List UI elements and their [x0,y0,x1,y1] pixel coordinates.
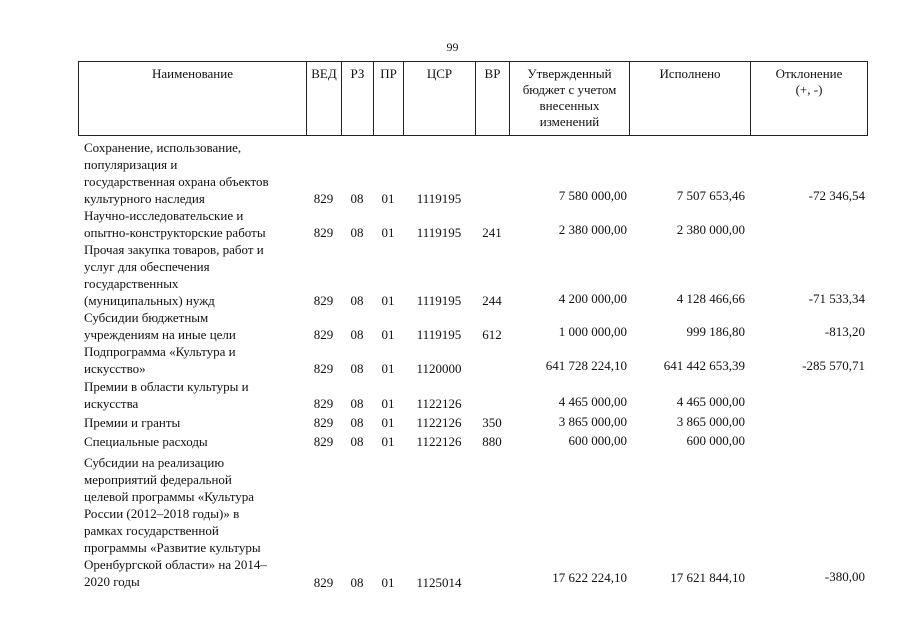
header-budget-line: внесенных [539,98,600,113]
cell-rz: 08 [350,396,364,411]
cell-pr: 01 [381,361,395,376]
header-deviation-line: Отклонение [775,66,843,81]
cell-rz: 08 [350,434,364,449]
row-name-line: государственных [84,276,179,291]
row-name-line: Научно-исследовательские и [84,208,244,223]
row-name [84,343,306,377]
cell-executed: 4 128 466,66 [676,291,745,306]
cell-csr: 1119195 [416,327,462,342]
row-name [84,241,306,309]
header-budget-line: бюджет с учетом [522,82,617,97]
cell-deviation: -285 570,71 [802,358,865,373]
header-deviation-line: (+, -) [795,82,823,97]
header-ved-label: ВЕД [311,66,337,81]
row-name-line: Прочая закупка товаров, работ и [84,242,264,257]
header-rz [342,62,374,135]
cell-deviation: -72 346,54 [808,188,865,203]
cell-csr: 1122126 [416,396,462,411]
header-executed [630,62,751,135]
cell-budget: 7 580 000,00 [558,188,627,203]
header-name [79,62,307,135]
row-name [84,378,306,412]
cell-pr: 01 [381,293,395,308]
row-name-line: Подпрограмма «Культура и [84,344,236,359]
cell-rz: 08 [350,575,364,590]
cell-budget: 1 000 000,00 [558,324,627,339]
row-name-line: Специальные расходы [84,434,208,449]
row-name-line: (муниципальных) нужд [84,293,215,308]
cell-deviation: -380,00 [824,569,865,584]
cell-executed: 600 000,00 [686,433,745,448]
header-ved [307,62,342,135]
row-name-line: Премии в области культуры и [84,379,249,394]
cell-ved: 829 [313,396,334,411]
cell-executed: 641 442 653,39 [663,358,745,373]
cell-executed: 999 186,80 [686,324,745,339]
table-header [78,61,868,136]
cell-budget: 2 380 000,00 [558,222,627,237]
cell-deviation: -71 533,34 [808,291,865,306]
cell-rz: 08 [350,293,364,308]
row-name-line: 2020 годы [84,574,140,589]
row-name [84,207,306,241]
cell-pr: 01 [381,327,395,342]
row-name [84,139,306,207]
row-name-line: культурного наследия [84,191,205,206]
row-name-line: государственная охрана объектов [84,174,269,189]
cell-vr: 350 [482,415,502,430]
row-name-line: программы «Развитие культуры [84,540,261,555]
cell-deviation: -813,20 [824,324,865,339]
cell-csr: 1119195 [416,293,462,308]
cell-csr: 1122126 [416,415,462,430]
row-name-line: учреждениям на иные цели [84,327,236,342]
cell-ved: 829 [313,225,334,240]
header-budget-line: Утвержденный [527,66,612,81]
cell-pr: 01 [381,415,395,430]
row-name-line: целевой программы «Культура [84,489,255,504]
row-name-line: искусства [84,396,139,411]
cell-budget: 4 200 000,00 [558,291,627,306]
row-name-line: Премии и гранты [84,415,181,430]
header-vr-label: ВР [484,66,501,81]
cell-executed: 2 380 000,00 [676,222,745,237]
page-number: 99 [446,40,459,54]
row-name-line: Субсидии бюджетным [84,310,209,325]
header-pr-label: ПР [380,66,397,81]
row-name-line: мероприятий федеральной [84,472,232,487]
header-name-label: Наименование [152,66,233,81]
row-name-line: Оренбургской области» на 2014– [84,557,267,572]
cell-ved: 829 [313,434,334,449]
cell-rz: 08 [350,225,364,240]
row-name-line: услуг для обеспечения [84,259,210,274]
header-executed-label: Исполнено [659,66,721,81]
cell-pr: 01 [381,434,395,449]
cell-pr: 01 [381,396,395,411]
cell-pr: 01 [381,575,395,590]
cell-vr: 244 [482,293,502,308]
row-name-line: опытно-конструкторские работы [84,225,266,240]
cell-pr: 01 [381,225,395,240]
row-name-line: Сохранение, использование, [84,140,242,155]
cell-ved: 829 [313,293,334,308]
header-pr [374,62,404,135]
cell-csr: 1119195 [416,191,462,206]
cell-vr: 880 [482,434,502,449]
cell-rz: 08 [350,415,364,430]
cell-rz: 08 [350,361,364,376]
cell-budget: 3 865 000,00 [558,414,627,429]
header-csr-label: ЦСР [426,66,453,81]
cell-budget: 17 622 224,10 [552,570,627,585]
row-name-line: популяризация и [84,157,178,172]
row-name [84,309,306,343]
header-vr [476,62,510,135]
cell-executed: 17 621 844,10 [670,570,745,585]
cell-rz: 08 [350,191,364,206]
header-budget-line: изменений [539,114,600,129]
cell-ved: 829 [313,575,334,590]
cell-budget: 4 465 000,00 [558,394,627,409]
row-name [84,454,306,590]
cell-vr: 241 [482,225,502,240]
row-name-line: рамках государственной [84,523,219,538]
row-name [84,414,306,431]
cell-executed: 4 465 000,00 [676,394,745,409]
cell-budget: 641 728 224,10 [545,358,627,373]
cell-executed: 7 507 653,46 [676,188,745,203]
cell-csr: 1120000 [416,361,462,376]
cell-budget: 600 000,00 [568,433,627,448]
cell-ved: 829 [313,191,334,206]
cell-rz: 08 [350,327,364,342]
row-name-line: Субсидии на реализацию [84,455,225,470]
cell-executed: 3 865 000,00 [676,414,745,429]
header-budget [510,62,630,135]
cell-vr: 612 [482,327,502,342]
header-rz-label: РЗ [350,66,365,81]
cell-ved: 829 [313,327,334,342]
row-name-line: искусство» [84,361,146,376]
cell-csr: 1125014 [416,575,462,590]
cell-ved: 829 [313,361,334,376]
row-name-line: России (2012–2018 годы)» в [84,506,240,521]
cell-csr: 1119195 [416,225,462,240]
header-csr [404,62,476,135]
cell-csr: 1122126 [416,434,462,449]
row-name [84,433,306,450]
cell-ved: 829 [313,415,334,430]
cell-pr: 01 [381,191,395,206]
header-deviation [751,62,867,135]
